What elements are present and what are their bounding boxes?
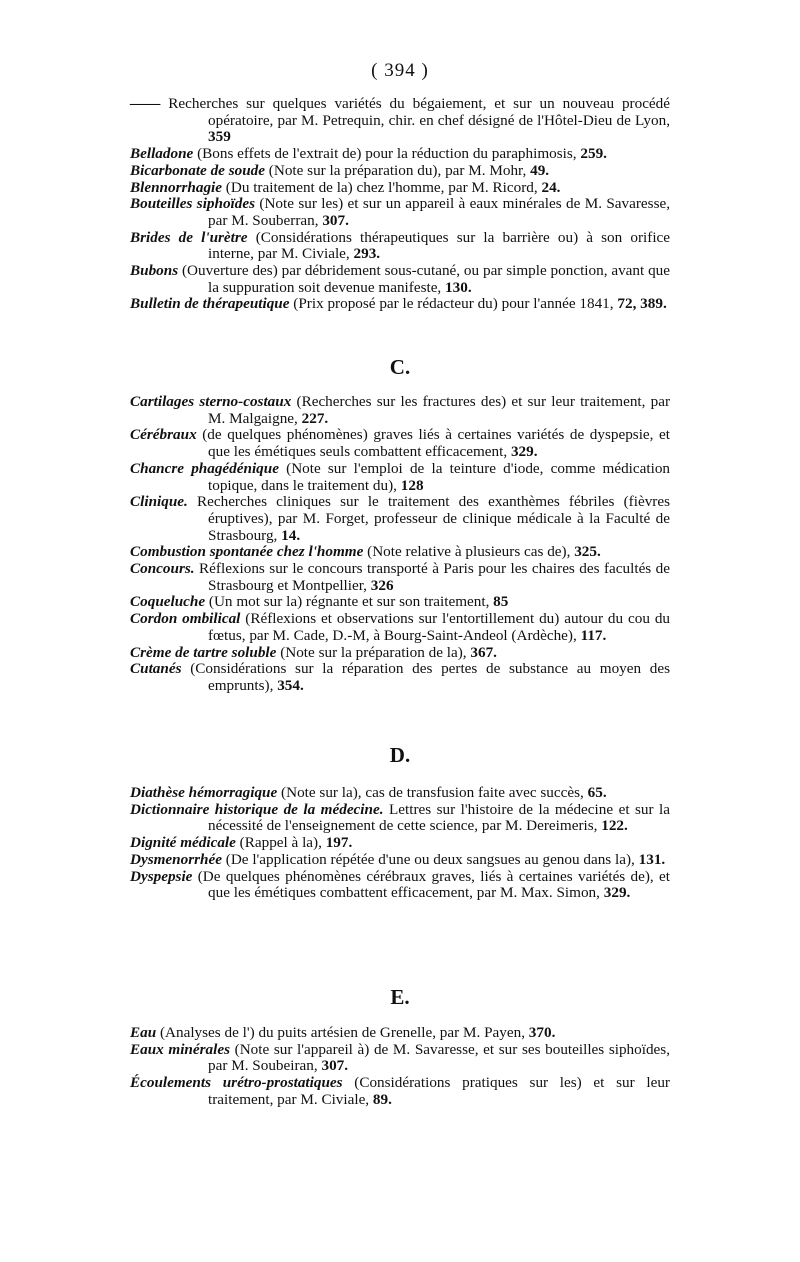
index-entry [130,263,670,296]
entry-heading: Brides de l'urètre [130,228,248,246]
entry-text: (Note sur l'emploi de la teinture d'iode, comme médication topique, dans le traitement du), [208,459,671,494]
index-entry [130,196,670,229]
index-entry [130,146,670,163]
entry-heading: Combustion spontanée chez l'homme [130,543,364,561]
entry-heading: Chancre phagédénique [130,459,279,477]
section-d-entries [130,785,670,902]
index-entry [130,230,670,263]
entry-heading: Bouteilles siphoïdes [130,195,256,213]
entry-text: (Analyses de l') du puits artésien de Grenelle, par M. Payen, [159,1024,525,1041]
entry-heading: Cartilages sterno-costaux [130,393,292,410]
index-entry [130,461,670,494]
entry-heading: Écoulements urétro-prostatiques [130,1074,343,1092]
entry-text: (Rappel à la), [239,834,322,852]
entry-text: (De quelques phénomènes cérébraux graves, liés à certaines variétés de), et que les émétiques combattent efficacement, par M. Max. Simon, [197,867,670,902]
entry-pages: 325. [574,543,601,561]
entry-text: Recherches cliniques sur le traitement des exanthèmes fébriles (fièvres éruptives), par M. Forget, professeur de clinique médicale à la Faculté de Strasbourg, [196,493,670,544]
entry-pages: 14. [281,526,301,544]
entry-heading: Diathèse hémorragique [130,784,278,801]
entry-heading: Eau [130,1024,157,1041]
entry-pages: 326 [370,576,394,594]
index-entry [130,611,670,644]
entry-text: Lettres sur l'histoire de la médecine et sur la nécessité de l'enseignement de cette science, par M. Dereimeris, [208,800,671,835]
entry-pages: 359 [208,128,231,146]
entry-heading: Bicarbonate de soude [130,161,265,179]
section-b-entries [130,96,670,313]
entry-text: (Considérations pratiques sur les) et sur leur traitement, par M. Civiale, [208,1074,670,1108]
section-letter-c: C. [389,355,411,379]
entry-text: (Considérations sur la réparation des pertes de substance au moyen des emprunts), [190,660,671,694]
entry-text: (Prix proposé par le rédacteur du) pour l'année 1841, [293,295,614,313]
entry-heading: Coqueluche [130,593,206,611]
index-entry [130,785,670,802]
index-entry [130,296,670,313]
entry-text: (Un mot sur la) régnante et sur son traitement, [208,593,490,611]
entry-text: (Note sur la préparation de la), [280,643,467,661]
index-entry [130,594,670,611]
entry-pages: 117. [580,626,607,644]
index-entry [130,561,670,594]
entry-pages: 197. [325,834,353,852]
entry-heading: Bubons [130,262,179,280]
index-entry [130,544,670,561]
entry-text: (Considérations thérapeutiques sur la barrière ou) à son orifice interne, par M. Civiale, [208,228,671,263]
section-e-entries [130,1025,670,1109]
index-entry [130,394,670,427]
entry-heading: Bulletin de thérapeutique [130,295,290,313]
entry-heading: Crème de tartre soluble [130,643,277,661]
entry-text: (de quelques phénomènes) graves liés à certaines variétés de dyspepsie, et que les émétiques seuls combattent efficacement, [202,426,671,461]
entry-heading: Eaux minérales [130,1040,230,1058]
entry-pages: 259. [580,145,607,163]
entry-text: (Note sur l'appareil à) de M. Savaresse, et sur ses bouteilles siphoïdes, par M. Soubeiran, [208,1040,670,1075]
section-letter-d: D. [389,743,411,767]
index-entry [130,427,670,460]
entry-text: Recherches sur quelques variétés du bégaiement, et sur un nouveau procédé opératoire, par M. Petrequin, chir. en chef désigné de l'Hôtel-Dieu de Lyon, [168,95,671,129]
entry-heading: Cérébraux [130,426,197,444]
entry-heading: —— [130,95,161,112]
index-entry [130,494,670,544]
index-entry [130,802,670,835]
entry-heading: Dysmenorrhée [130,850,222,868]
entry-pages: 130. [445,278,472,296]
entry-pages: 354. [277,676,304,694]
entry-heading: Concours. [130,560,195,578]
section-c-entries [130,394,670,695]
entry-pages: 307. [322,211,349,229]
index-entry [130,869,670,902]
index-entry [130,1042,670,1075]
entry-heading: Cutanés [130,660,182,678]
index-entry [130,661,670,694]
index-entry [130,96,670,146]
entry-heading: Dictionnaire historique de la médecine. [130,800,384,818]
entry-pages: 367. [470,643,497,661]
section-letter-e: E. [390,985,410,1009]
entry-pages: 128 [400,476,424,494]
index-entry [130,1025,670,1042]
entry-text: (Note sur la préparation du), par M. Mohr, [268,161,527,179]
entry-pages: 72, 389. [617,295,667,313]
entry-heading: Cordon ombilical [130,610,241,628]
entry-text: (De l'application répétée d'une ou deux sangsues au genou dans la), [225,850,635,868]
entry-pages: 370. [528,1024,556,1041]
entry-pages: 65. [587,784,607,801]
entry-pages: 293. [353,245,381,263]
entry-pages: 24. [541,178,561,196]
entry-heading: Belladone [130,145,194,163]
entry-text: (Recherches sur les fractures des) et sur leur traitement, par M. Malgaigne, [208,393,671,427]
entry-pages: 131. [638,850,666,868]
entry-heading: Dignité médicale [130,834,236,852]
entry-text: (Bons effets de l'extrait de) pour la réduction du paraphimosis, [197,145,577,163]
index-entry [130,645,670,662]
entry-text: (Ouverture des) par débridement sous-cutané, ou par simple ponction, avant que la suppuration soit devenue manifeste, [181,262,671,296]
entry-text: (Note relative à plusieurs cas de), [367,543,571,561]
index-entry [130,163,670,180]
entry-heading: Blennorrhagie [130,178,222,196]
entry-pages: 329. [510,443,538,461]
entry-text: (Réflexions et observations sur l'entortillement du) autour du cou du fœtus, par M. Cade, D.-M, à Bourg-Saint-Andeol (Ardèche), [208,610,671,644]
entry-heading: Dyspepsie [130,867,193,885]
entry-pages: 49. [530,161,550,179]
entry-pages: 329. [603,884,631,902]
index-entry [130,835,670,852]
index-entry [130,852,670,869]
entry-pages: 227. [301,409,329,427]
entry-pages: 307. [321,1057,349,1075]
entry-text: Réflexions sur le concours transporté à Paris pour les chaires des facultés de Strasbourg et Montpellier, [199,560,671,594]
index-entry [130,1075,670,1108]
entry-pages: 85 [493,593,509,611]
index-entry [130,180,670,197]
entry-text: (Du traitement de la) chez l'homme, par M. Ricord, [225,178,538,196]
entry-text: (Note sur la), cas de transfusion faite avec succès, [281,784,584,801]
entry-pages: 89. [372,1090,392,1108]
entry-heading: Clinique. [130,493,188,511]
entry-text: (Note sur les) et sur un appareil à eaux minérales de M. Savaresse, par M. Souberran, [208,195,671,229]
page-number: ( 394 ) [371,60,429,81]
entry-pages: 122. [601,817,628,835]
